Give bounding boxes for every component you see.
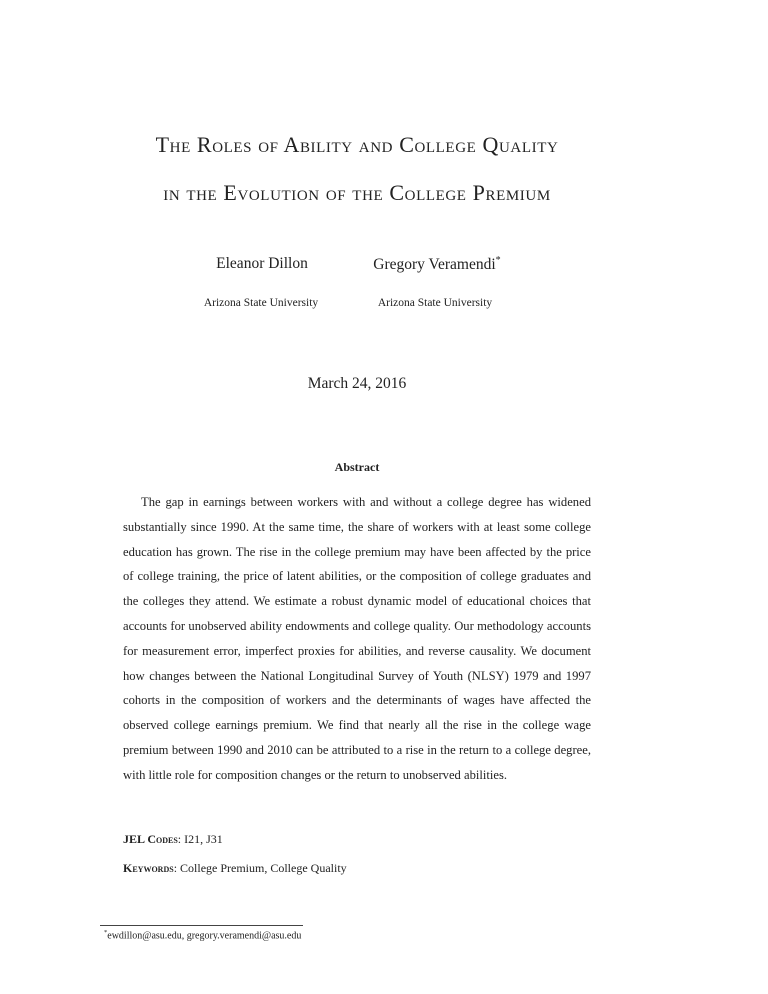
paper-title-line-1: The Roles of Ability and College Quality: [155, 132, 559, 157]
footnote-rule: [100, 925, 303, 926]
paper-date: March 24, 2016: [307, 375, 407, 392]
jel-codes: [123, 832, 223, 847]
author-affiliation: Arizona State University: [377, 297, 493, 309]
author-name: [162, 255, 362, 273]
author-name-text: Eleanor Dillon: [216, 255, 308, 272]
paper-title-line-2: in the Evolution of the College Premium: [163, 180, 551, 205]
author-affiliation: Arizona State University: [203, 297, 319, 309]
author-name: [337, 255, 537, 274]
footnote-mark: *: [104, 929, 108, 936]
jel-label: JEL Codes: [123, 832, 178, 846]
keywords-label: Keywords: [123, 861, 174, 875]
keywords: [123, 861, 347, 876]
footnote-emails: ewdillon@asu.edu, gregory.veramendi@asu.edu: [107, 930, 302, 942]
abstract-text: The gap in earnings between workers with and without a college degree has widened substantially since 1990. At the same time, the share of workers with at least some college education has grown. The rise in the college premium may have been affected by the price of college training, the price of latent abilities, or the composition of college graduates and the colleges they attend. We estimate a robust dynamic model of educational choices that accounts for unobserved ability endowments and college quality. Our methodology accounts for measurement error, imperfect proxies for abilities, and reverse causality. We document how changes between the National Longitudinal Survey of Youth (NLSY) 1979 and 1997 cohorts in the composition of workers and the determinants of wages have affected the observed college earnings premium. We find that nearly all the rise in the college wage premium between 1990 and 2010 can be attributed to a rise in the return to a college degree, with little role for composition changes or the return to unobserved abilities.: [123, 495, 591, 782]
author-name-text: Gregory Veramendi: [373, 256, 496, 274]
footnote-mark[interactable]: *: [495, 255, 501, 266]
jel-value: : I21, J31: [177, 832, 223, 846]
keywords-value: : College Premium, College Quality: [173, 861, 347, 875]
abstract-heading: Abstract: [334, 460, 380, 474]
footnote: [104, 929, 301, 941]
